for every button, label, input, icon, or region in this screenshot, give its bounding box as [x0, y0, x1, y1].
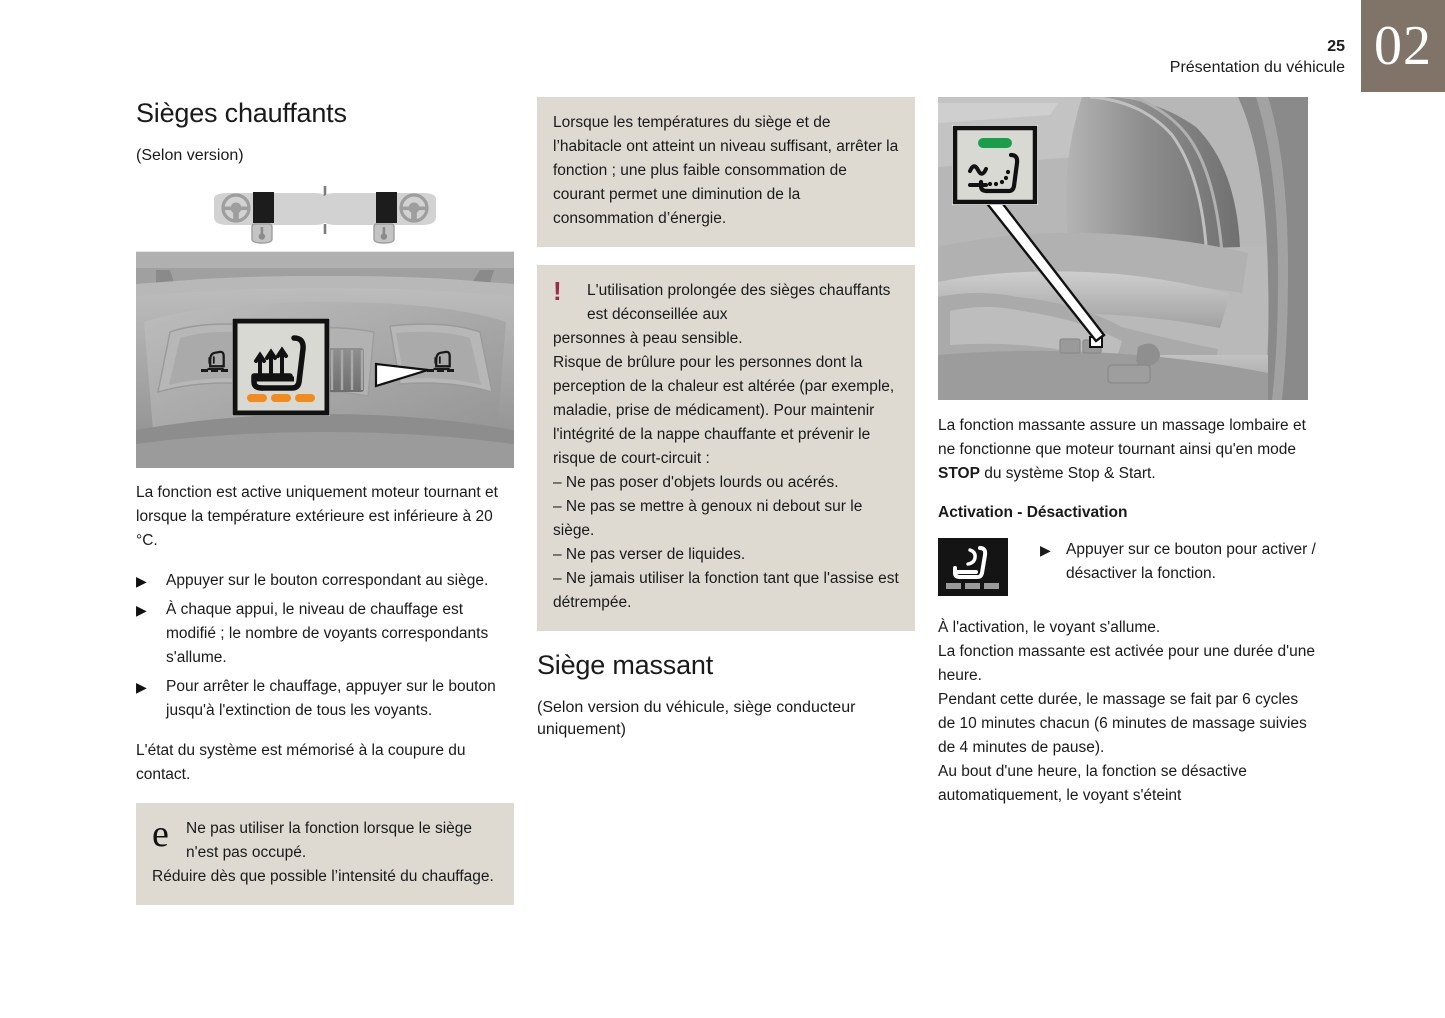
massage-detail-line: Pendant cette durée, le massage se fait par 6 cycles de 10 minutes chacun (6 minutes de massage suivies de 4 minutes de pause). — [938, 691, 1307, 756]
info-note-line1: Ne pas utiliser la fonction lorsque le siège n'est pas occupé. — [186, 820, 473, 861]
warning-paragraph: Risque de brûlure pour les personnes dont la perception de la chaleur est altérée (par exemple, maladie, prise de médicament). Pour maintenir l'intégrité de la nappe chauffante et prévenir le risque de court-circuit : — [553, 354, 895, 467]
column-one — [136, 97, 514, 923]
triangle-bullet-icon: ▶ — [1040, 542, 1051, 558]
massage-seat-callout — [952, 125, 1038, 205]
massage-detail-line: La fonction massante est activée pour une durée d'une heure. — [938, 643, 1315, 684]
heated-seat-steps — [136, 569, 514, 723]
rhd-dashboard-icon — [322, 192, 436, 243]
page-number: 25 — [1327, 38, 1345, 55]
massage-detail-line: À l'activation, le voyant s'allume. — [938, 619, 1161, 636]
lhd-dashboard-icon — [214, 192, 328, 243]
chapter-title: Présentation du véhicule — [1169, 59, 1345, 76]
warning-item: – Ne pas se mettre à genoux ni debout sur le siège. — [553, 498, 863, 539]
list-item-text: Appuyer sur le bouton correspondant au siège. — [166, 572, 489, 589]
level-indicators — [247, 394, 315, 402]
info-note-first-line — [152, 813, 498, 865]
list-item — [136, 598, 514, 670]
triangle-bullet-icon: ▶ — [136, 602, 147, 618]
temperature-info-text: Lorsque les températures du siège et de l’habitacle ont atteint un niveau suffisant, arrêter la fonction ; une plus faible consommation de courant permet une diminution de la consommation d’énergie. — [553, 114, 899, 227]
massage-seat-button-figure — [938, 97, 1308, 400]
console-illustration-svg — [136, 252, 514, 468]
massage-button-glyph-svg — [938, 538, 1008, 596]
column-two — [537, 97, 915, 751]
left-indicator-dashes — [201, 369, 228, 372]
button-level-dashes — [946, 583, 999, 589]
page-title: Sièges chauffants — [136, 98, 347, 128]
heated-seat-callout — [232, 318, 330, 416]
triangle-bullet-icon: ▶ — [136, 573, 147, 589]
list-item-text: Pour arrêter le chauffage, appuyer sur le bouton jusqu'à l'extinction de tous les voyants. — [166, 678, 496, 719]
chapter-number-tab: 02 — [1361, 0, 1445, 92]
warning-note-box — [537, 265, 915, 631]
info-note-box — [136, 803, 514, 905]
activation-subhead: Activation - Désactivation — [938, 504, 1128, 521]
warning-intro-continuation: personnes à peau sensible. — [553, 330, 743, 347]
massage-intro-part1: La fonction massante assure un massage lombaire et ne fonctionne que moteur tournant ainsi qu'en mode — [938, 417, 1306, 458]
header-text-block — [1170, 38, 1345, 78]
massage-function-intro — [938, 414, 1316, 486]
column-three — [938, 97, 1316, 808]
heated-seat-controls-figure — [136, 177, 514, 467]
memory-note-text: L'état du système est mémorisé à la coupure du contact. — [136, 742, 466, 783]
section-subtitle: (Selon version) — [136, 147, 244, 164]
dashboard-orientation-strip — [136, 177, 514, 252]
dashboard-pictograms-svg — [136, 177, 514, 251]
massage-button-instruction-text: Appuyer sur ce bouton pour activer / désactiver la fonction. — [1066, 541, 1316, 582]
info-note-line2: Réduire dès que possible l’intensité du chauffage. — [152, 868, 494, 885]
green-indicator-led — [978, 138, 1012, 148]
info-e-icon: e — [152, 813, 169, 855]
exclamation-icon: ! — [553, 276, 562, 306]
massage-intro-part2: du système Stop & Start. — [979, 465, 1156, 482]
list-item — [136, 675, 514, 723]
seat-side-photo-svg — [938, 97, 1308, 400]
warning-intro-text: L'utilisation prolongée des sièges chauffants est déconseillée aux — [587, 282, 891, 323]
right-indicator-dashes — [427, 369, 454, 372]
massage-seat-subtitle: (Selon version du véhicule, siège conducteur uniquement) — [537, 699, 856, 738]
page-header — [0, 0, 1445, 92]
massage-seat-title: Siège massant — [537, 650, 713, 680]
warning-first-line — [553, 276, 899, 327]
warning-item: – Ne pas poser d'objets lourds ou acérés. — [553, 474, 839, 491]
list-item — [136, 569, 514, 593]
warning-item: – Ne pas verser de liquides. — [553, 546, 746, 563]
right-seat-heating-button — [390, 324, 492, 392]
heated-seat-intro-text: La fonction est active uniquement moteur tournant et lorsque la température extérieure est inférieure à 20 °C. — [136, 484, 498, 549]
triangle-bullet-icon: ▶ — [136, 679, 147, 695]
temperature-info-box — [537, 97, 915, 247]
massage-button-instruction — [1040, 538, 1316, 586]
stop-mode-label: STOP — [938, 465, 980, 482]
warning-item: – Ne jamais utiliser la fonction tant que l'assise est détrempée. — [553, 570, 899, 611]
massage-detail-line: Au bout d'une heure, la fonction se désactive automatiquement, le voyant s'éteint — [938, 763, 1247, 804]
massage-button-row — [938, 538, 1316, 596]
massage-seat-button-icon — [938, 538, 1008, 596]
center-console-photo — [136, 252, 514, 468]
list-item-text: À chaque appui, le niveau de chauffage est modifié ; le nombre de voyants correspondants s'allume. — [166, 601, 489, 666]
